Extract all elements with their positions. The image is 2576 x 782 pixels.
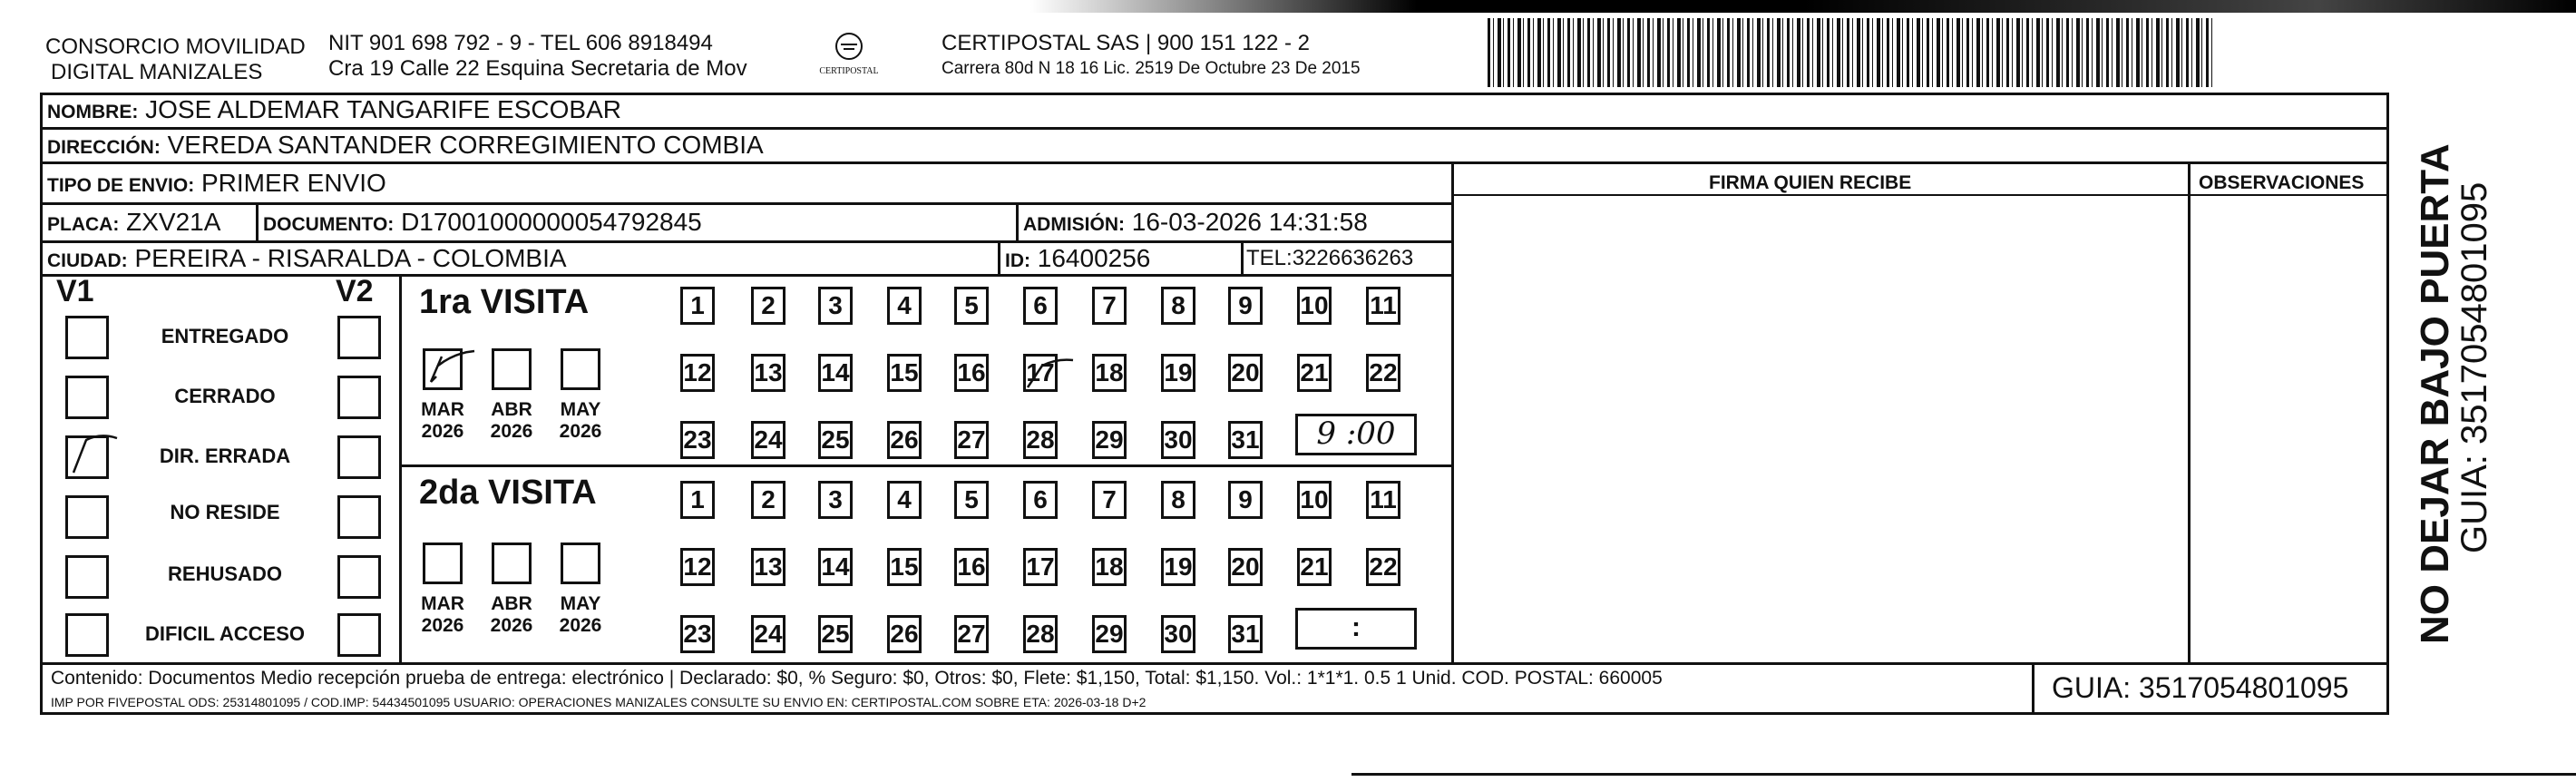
first-visit-month-abr: ABR 2026: [490, 399, 533, 442]
first-visit-day-8[interactable]: 8: [1161, 287, 1195, 325]
v1-rehusado-checkbox[interactable]: [65, 555, 109, 599]
first-visit-month-may-checkbox[interactable]: [561, 348, 600, 390]
placa-cell: PLACA: ZXV21A: [47, 208, 221, 236]
v2-entregado-checkbox[interactable]: [337, 316, 381, 359]
second-visit-month-abr: ABR 2026: [490, 593, 533, 636]
first-visit-day-4[interactable]: 4: [887, 287, 922, 325]
second-visit-day-5[interactable]: 5: [954, 481, 989, 519]
first-visit-day-26[interactable]: 26: [887, 421, 922, 459]
tipo-row: TIPO DE ENVIO: PRIMER ENVIO: [47, 169, 386, 197]
certipostal-info: CERTIPOSTAL SAS | 900 151 122 - 2 Carrera 80d N 18 16 Lic. 2519 De Octubre 23 De 2015: [942, 31, 1361, 78]
status-no-reside: NO RESIDE: [170, 501, 280, 523]
status-dificil-acceso: DIFICIL ACCESO: [144, 622, 305, 645]
v2-no-reside-checkbox[interactable]: [337, 495, 381, 539]
tel-cell: TEL:3226636263: [1246, 246, 1414, 270]
second-visit-day-16[interactable]: 16: [954, 548, 989, 586]
nombre-row: NOMBRE: JOSE ALDEMAR TANGARIFE ESCOBAR: [47, 95, 621, 123]
first-visit-time[interactable]: 9 :00: [1295, 414, 1417, 455]
v2-label: V2: [336, 274, 374, 308]
second-visit-day-31[interactable]: 31: [1228, 615, 1263, 653]
side-guia: GUIA: 3517054801095: [2454, 181, 2494, 553]
first-visit-day-6[interactable]: 6: [1023, 287, 1058, 325]
second-visit-day-24[interactable]: 24: [751, 615, 785, 653]
form-frame: [40, 93, 2389, 715]
second-visit-day-12[interactable]: 12: [680, 548, 715, 586]
second-visit-day-3[interactable]: 3: [818, 481, 853, 519]
nit-block: NIT 901 698 792 - 9 - TEL 606 8918494 Cra 19 Calle 22 Esquina Secretaria de Mov: [328, 31, 747, 81]
company-name: CONSORCIO MOVILIDAD DIGITAL MANIZALES: [45, 34, 306, 84]
second-visit-day-19[interactable]: 19: [1161, 548, 1195, 586]
observaciones-header: OBSERVACIONES: [2199, 172, 2365, 193]
first-visit-day-17[interactable]: 17: [1023, 354, 1058, 392]
second-visit-day-9[interactable]: 9: [1228, 481, 1263, 519]
firma-header: FIRMA QUIEN RECIBE: [1709, 172, 1912, 193]
first-visit-title: 1ra VISITA: [419, 283, 590, 321]
check-mark-icon: [64, 429, 119, 480]
first-visit-month-may: MAY 2026: [559, 399, 602, 442]
second-visit-day-11[interactable]: 11: [1366, 481, 1400, 519]
second-visit-title: 2da VISITA: [419, 474, 597, 512]
status-cerrado: CERRADO: [174, 385, 276, 407]
second-visit-day-18[interactable]: 18: [1092, 548, 1127, 586]
first-visit-day-15[interactable]: 15: [887, 354, 922, 392]
second-visit-month-may-checkbox[interactable]: [561, 543, 600, 584]
second-visit-day-10[interactable]: 10: [1297, 481, 1332, 519]
first-visit-day-13[interactable]: 13: [751, 354, 785, 392]
first-visit-day-22[interactable]: 22: [1366, 354, 1400, 392]
documento-cell: DOCUMENTO: D17001000000054792845: [263, 208, 702, 236]
second-visit-day-26[interactable]: 26: [887, 615, 922, 653]
first-visit-day-10[interactable]: 10: [1297, 287, 1332, 325]
v1-dificil-acceso-checkbox[interactable]: [65, 613, 109, 657]
barcode: [1488, 18, 2213, 87]
v1-dir-errada-checkbox[interactable]: [65, 435, 109, 479]
second-visit-day-20[interactable]: 20: [1228, 548, 1263, 586]
first-visit-day-7[interactable]: 7: [1092, 287, 1127, 325]
v1-label: V1: [56, 274, 94, 308]
second-visit-month-mar: MAR 2026: [421, 593, 464, 636]
first-visit-day-2[interactable]: 2: [751, 287, 785, 325]
nombre-value: JOSE ALDEMAR TANGARIFE ESCOBAR: [145, 95, 621, 123]
v1-entregado-checkbox[interactable]: [65, 316, 109, 359]
first-visit-month-abr-checkbox[interactable]: [492, 348, 532, 390]
direccion-row: DIRECCIÓN: VEREDA SANTANDER CORREGIMIENTO COMBIA: [47, 131, 764, 159]
status-entregado: ENTREGADO: [161, 325, 289, 347]
first-visit-day-30[interactable]: 30: [1161, 421, 1195, 459]
first-visit-day-20[interactable]: 20: [1228, 354, 1263, 392]
first-visit-day-11[interactable]: 11: [1366, 287, 1400, 325]
imp-text: IMP POR FIVEPOSTAL ODS: 25314801095 / COD.IMP: 54434501095 USUARIO: OPERACIONES MANIZALES CONSULTE SU ENVIO EN: CERTIPOSTAL.COM SOBRE ETA: 2026-03-18 D+2: [51, 695, 1147, 709]
v1-no-reside-checkbox[interactable]: [65, 495, 109, 539]
first-visit-month-mar: MAR 2026: [421, 399, 464, 442]
first-visit-day-16[interactable]: 16: [954, 354, 989, 392]
second-visit-day-27[interactable]: 27: [954, 615, 989, 653]
second-visit-day-8[interactable]: 8: [1161, 481, 1195, 519]
status-rehusado: REHUSADO: [168, 562, 282, 585]
first-visit-day-28[interactable]: 28: [1023, 421, 1058, 459]
v2-dir-errada-checkbox[interactable]: [337, 435, 381, 479]
second-visit-day-17[interactable]: 17: [1023, 548, 1058, 586]
first-visit-day-25[interactable]: 25: [818, 421, 853, 459]
v2-rehusado-checkbox[interactable]: [337, 555, 381, 599]
status-dir-errada: DIR. ERRADA: [159, 445, 291, 467]
contenido-text: Contenido: Documentos Medio recepción prueba de entrega: electrónico | Declarado: $0, % Seguro: $0, Otros: $0, Flete: $1,150, Total: $1,150. Vol.: 1*1*1. 0.5 1 Unid. COD. POSTAL: 660005: [51, 668, 1663, 689]
ciudad-cell: CIUDAD: PEREIRA - RISARALDA - COLOMBIA: [47, 244, 567, 272]
first-visit-day-27[interactable]: 27: [954, 421, 989, 459]
second-visit-month-mar-checkbox[interactable]: [423, 543, 463, 584]
second-visit-day-29[interactable]: 29: [1092, 615, 1127, 653]
check-mark-icon: [424, 346, 478, 391]
first-visit-month-mar-checkbox[interactable]: [423, 348, 463, 390]
first-visit-day-1[interactable]: 1: [680, 287, 715, 325]
direccion-value: VEREDA SANTANDER CORREGIMIENTO COMBIA: [167, 131, 764, 159]
first-visit-day-12[interactable]: 12: [680, 354, 715, 392]
second-visit-day-21[interactable]: 21: [1297, 548, 1332, 586]
second-visit-day-28[interactable]: 28: [1023, 615, 1058, 653]
second-visit-day-1[interactable]: 1: [680, 481, 715, 519]
footer-guia: GUIA: 3517054801095: [2052, 671, 2349, 704]
first-visit-day-29[interactable]: 29: [1092, 421, 1127, 459]
first-visit-day-9[interactable]: 9: [1228, 287, 1263, 325]
second-visit-day-7[interactable]: 7: [1092, 481, 1127, 519]
first-visit-day-31[interactable]: 31: [1228, 421, 1263, 459]
v1-cerrado-checkbox[interactable]: [65, 376, 109, 419]
second-visit-day-2[interactable]: 2: [751, 481, 785, 519]
first-visit-day-14[interactable]: 14: [818, 354, 853, 392]
first-visit-day-5[interactable]: 5: [954, 287, 989, 325]
logo-icon: [833, 31, 865, 62]
second-visit-month-may: MAY 2026: [559, 593, 602, 636]
first-visit-day-21[interactable]: 21: [1297, 354, 1332, 392]
v2-cerrado-checkbox[interactable]: [337, 376, 381, 419]
second-visit-day-4[interactable]: 4: [887, 481, 922, 519]
second-visit-day-22[interactable]: 22: [1366, 548, 1400, 586]
second-visit-day-30[interactable]: 30: [1161, 615, 1195, 653]
second-visit-month-abr-checkbox[interactable]: [492, 543, 532, 584]
first-visit-day-18[interactable]: 18: [1092, 354, 1127, 392]
second-visit-day-25[interactable]: 25: [818, 615, 853, 653]
no-dejar-bajo-puerta: NO DEJAR BAJO PUERTA: [2413, 143, 2457, 644]
second-visit-day-23[interactable]: 23: [680, 615, 715, 653]
v2-dificil-acceso-checkbox[interactable]: [337, 613, 381, 657]
scan-edge-strip: [0, 0, 2576, 13]
first-visit-day-24[interactable]: 24: [751, 421, 785, 459]
first-visit-day-23[interactable]: 23: [680, 421, 715, 459]
second-visit-day-15[interactable]: 15: [887, 548, 922, 586]
tipo-value: PRIMER ENVIO: [200, 169, 386, 197]
admision-cell: ADMISIÓN: 16-03-2026 14:31:58: [1023, 208, 1368, 236]
id-cell: ID: 16400256: [1005, 244, 1151, 272]
check-mark-icon: [1022, 357, 1077, 393]
second-visit-day-13[interactable]: 13: [751, 548, 785, 586]
first-visit-day-3[interactable]: 3: [818, 287, 853, 325]
second-visit-day-6[interactable]: 6: [1023, 481, 1058, 519]
second-visit-time[interactable]: :: [1295, 608, 1417, 650]
first-visit-day-19[interactable]: 19: [1161, 354, 1195, 392]
second-visit-day-14[interactable]: 14: [818, 548, 853, 586]
certipostal-logo: CERTIPOSTAL: [813, 31, 885, 76]
